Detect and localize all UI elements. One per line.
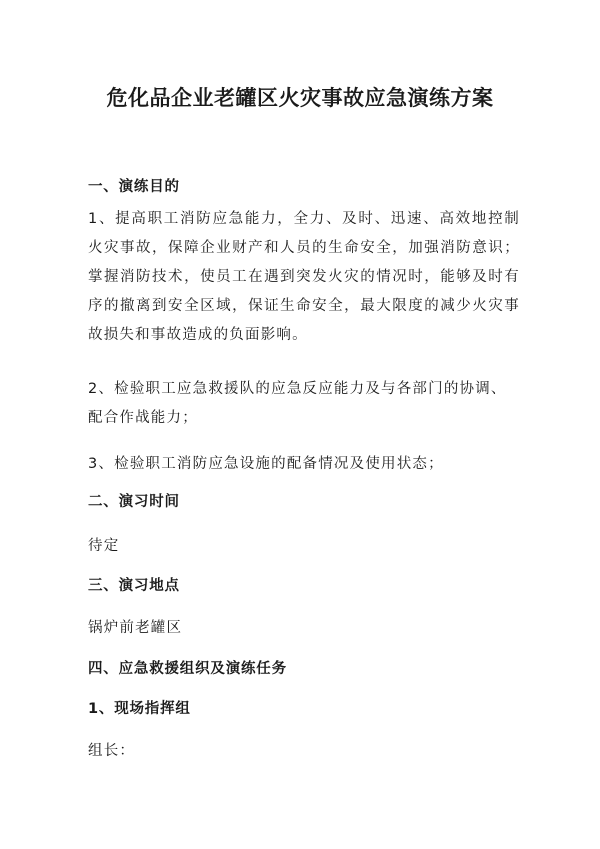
section-heading-organization: 四、应急救援组织及演练任务 bbox=[88, 661, 287, 677]
purpose-paragraph-1: 1、提高职工消防应急能力，全力、及时、迅速、高效地控制火灾事故，保障企业财产和人员的生命安全，加强消防意识；掌握消防技术，使员工在遇到突发火灾的情况时，能够及时有序的撤离到安全区域，保证生命安全，最大限度的减少火灾事故损失和事故造成的负面影响。 bbox=[88, 211, 520, 343]
document-title: 危化品企业老罐区火灾事故应急演练方案 bbox=[106, 85, 494, 110]
purpose-paragraph-3: 3、检验职工消防应急设施的配备情况及使用状态； bbox=[88, 456, 444, 472]
drill-location-value: 锅炉前老罐区 bbox=[88, 620, 183, 636]
group-leader-label: 组长： bbox=[88, 743, 136, 759]
purpose-paragraph-2: 2、检验职工应急救援队的应急反应能力及与各部门的协调、配合作战能力； bbox=[88, 381, 507, 426]
section-heading-purpose: 一、演练目的 bbox=[88, 179, 180, 195]
section-heading-location: 三、演习地点 bbox=[88, 578, 180, 594]
subsection-heading-command-group: 1、现场指挥组 bbox=[88, 701, 191, 717]
drill-time-value: 待定 bbox=[88, 538, 120, 554]
section-heading-time: 二、演习时间 bbox=[88, 494, 180, 510]
